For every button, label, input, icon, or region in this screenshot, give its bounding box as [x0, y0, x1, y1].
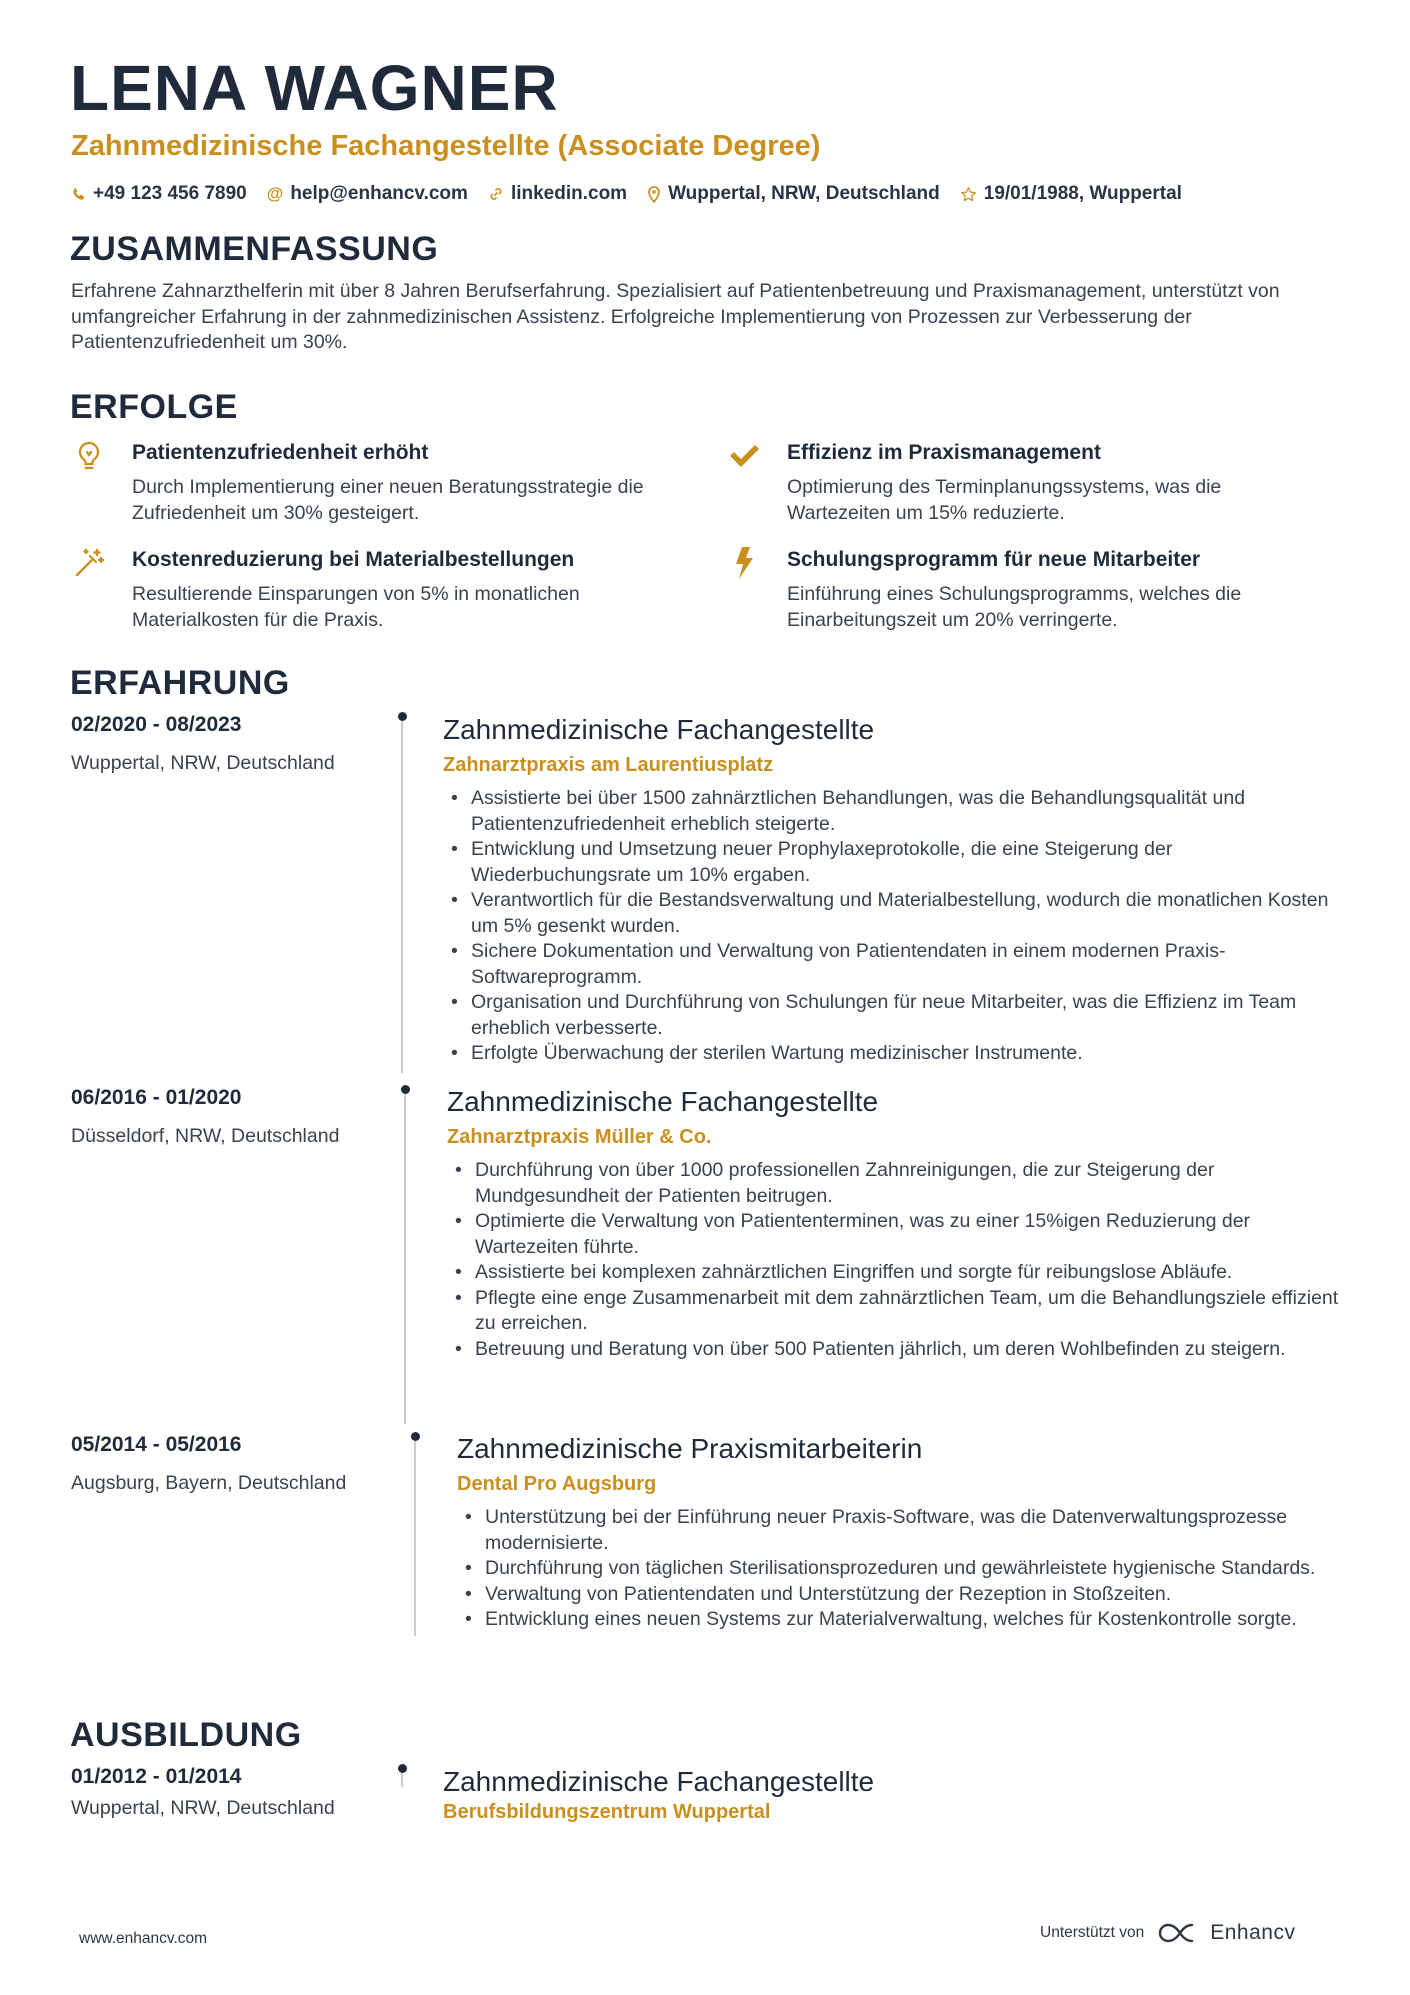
experience-date: 05/2014 - 05/2016	[71, 1433, 242, 1456]
education-location: Wuppertal, NRW, Deutschland	[71, 1797, 335, 1819]
experience-meta	[71, 711, 335, 776]
summary-text: Erfahrene Zahnarzthelferin mit über 8 Jahren Berufserfahrung. Spezialisiert auf Patientenbetreuung und Praxismanagement, unterstützt von umfangreicher Erfahrung in der zahnmedizinischen Assistenz. Erfolgreiche Implementierung von Prozessen zur Verbesserung der Patientenzufriedenheit um 30%.	[71, 280, 1280, 353]
experience-bullets	[443, 786, 1353, 1067]
experience-meta	[71, 1084, 339, 1149]
achievement-title: Schulungsprogramm für neue Mitarbeiter	[787, 548, 1201, 571]
experience-location: Augsburg, Bayern, Deutschland	[71, 1472, 347, 1494]
experience-date: 02/2020 - 08/2023	[71, 713, 242, 736]
job-title: Zahnmedizinische Fachangestellte	[447, 1086, 879, 1117]
bullet-item: • Betreuung und Beratung von über 500 Patienten jährlich, um deren Wohlbefinden zu steigern.	[447, 1337, 1357, 1363]
timeline-line	[414, 1441, 416, 1636]
lightbulb-icon	[72, 439, 106, 473]
contact-phone-text: +49 123 456 7890	[93, 183, 247, 204]
education-heading: AUSBILDUNG	[70, 1716, 302, 1754]
bullet-item: • Optimierte die Verwaltung von Patiententerminen, was zu einer 15%igen Reduzierung der Wartezeiten führte.	[447, 1209, 1357, 1260]
contact-email-text[interactable]: help@enhancv.com	[290, 183, 468, 204]
bullet-item: • Erfolgte Überwachung der sterilen Wartung medizinischer Instrumente.	[443, 1041, 1353, 1067]
candidate-name: LENA WAGNER	[70, 52, 559, 124]
education-date: 01/2012 - 01/2014	[71, 1765, 242, 1788]
lightning-icon	[727, 546, 761, 580]
contact-location	[647, 183, 940, 205]
achievement-desc: Einführung eines Schulungsprogramms, welches die Einarbeitungszeit um 20% verringerte.	[787, 583, 1242, 631]
achievement-title: Effizienz im Praxismanagement	[787, 441, 1101, 464]
experience-entry	[447, 1085, 1357, 1362]
experience-bullets	[447, 1158, 1357, 1362]
experience-meta	[71, 1431, 346, 1496]
experience-entry	[443, 713, 1353, 1067]
experience-location: Wuppertal, NRW, Deutschland	[71, 752, 335, 774]
phone-icon	[71, 187, 86, 202]
enhancv-logo-icon	[1158, 1921, 1204, 1945]
timeline-dot	[411, 1432, 420, 1441]
bullet-item: • Verwaltung von Patientendaten und Unterstützung der Rezeption in Stoßzeiten.	[457, 1582, 1357, 1608]
experience-entry	[457, 1432, 1357, 1633]
contact-location-text: Wuppertal, NRW, Deutschland	[668, 183, 940, 204]
contact-linkedin[interactable]	[488, 183, 627, 205]
bullet-item: • Pflegte eine enge Zusammenarbeit mit dem zahnärztlichen Team, um die Behandlungsziele effizient zu erreichen.	[447, 1286, 1357, 1337]
bullet-item: • Durchführung von täglichen Sterilisationsprozeduren und gewährleistete hygienische Standards.	[457, 1556, 1357, 1582]
contact-birth	[960, 183, 1182, 205]
education-entry	[443, 1765, 1343, 1825]
timeline-line	[401, 721, 403, 1073]
brand-name: Enhancv	[1210, 1921, 1296, 1944]
bullet-item: • Verantwortlich für die Bestandsverwaltung und Materialbestellung, wodurch die monatlichen Kosten um 5% gesenkt wurden.	[443, 888, 1353, 939]
location-pin-icon	[647, 186, 661, 203]
bullet-item: • Organisation und Durchführung von Schulungen für neue Mitarbeiter, was die Effizienz im Team erheblich verbesserte.	[443, 990, 1353, 1041]
timeline-dot	[401, 1085, 410, 1094]
link-icon	[488, 186, 504, 202]
company-name: Dental Pro Augsburg	[457, 1473, 657, 1495]
footer-branding	[1040, 1921, 1295, 1945]
contact-bar	[71, 183, 1202, 205]
job-title: Zahnmedizinische Praxismitarbeiterin	[457, 1433, 923, 1464]
school-name: Berufsbildungszentrum Wuppertal	[443, 1801, 771, 1823]
contact-linkedin-text[interactable]: linkedin.com	[510, 183, 628, 204]
achievement-desc: Resultierende Einsparungen von 5% in monatlichen Materialkosten für die Praxis.	[132, 583, 580, 631]
company-name: Zahnarztpraxis am Laurentiusplatz	[443, 754, 774, 776]
achievement-desc: Optimierung des Terminplanungssystems, was die Wartezeiten um 15% reduzierte.	[787, 476, 1222, 524]
achievement-title: Kostenreduzierung bei Materialbestellungen	[132, 548, 575, 571]
experience-date: 06/2016 - 01/2020	[71, 1086, 242, 1109]
achievements-heading: ERFOLGE	[70, 388, 238, 426]
footer-website[interactable]: www.enhancv.com	[79, 1930, 208, 1947]
experience-location: Düsseldorf, NRW, Deutschland	[71, 1125, 340, 1147]
contact-birth-text: 19/01/1988, Wuppertal	[983, 183, 1182, 204]
achievement-desc: Durch Implementierung einer neuen Beratungsstrategie die Zufriedenheit um 30% gesteigert.	[132, 476, 644, 524]
bullet-item: • Entwicklung und Umsetzung neuer Prophylaxeprotokolle, die eine Steigerung der Wiederbuchungsrate um 10% ergaben.	[443, 837, 1353, 888]
education-meta	[71, 1763, 335, 1821]
bullet-item: • Entwicklung eines neuen Systems zur Materialverwaltung, welches für Kostenkontrolle sorgte.	[457, 1607, 1357, 1633]
timeline-line	[401, 1773, 403, 1787]
checkmark-icon	[727, 439, 761, 473]
candidate-role: Zahnmedizinische Fachangestellte (Associate Degree)	[71, 130, 821, 162]
bullet-item: • Assistierte bei komplexen zahnärztlichen Eingriffen und sorgte für reibungslose Abläufe.	[447, 1260, 1357, 1286]
experience-heading: ERFAHRUNG	[70, 664, 290, 702]
bullet-item: • Assistierte bei über 1500 zahnärztlichen Behandlungen, was die Behandlungsqualität und Patientenzufriedenheit erheblich steigerte.	[443, 786, 1353, 837]
timeline-dot	[398, 712, 407, 721]
at-icon: @	[266, 184, 284, 203]
magic-wand-icon	[72, 546, 106, 580]
powered-by-text: Unterstützt von	[1040, 1924, 1145, 1941]
timeline-dot	[398, 1764, 407, 1773]
bullet-item: • Durchführung von über 1000 professionellen Zahnreinigungen, die zur Steigerung der Mundgesundheit der Patienten beitrugen.	[447, 1158, 1357, 1209]
summary-heading: ZUSAMMENFASSUNG	[70, 230, 439, 268]
contact-email[interactable]	[267, 183, 468, 205]
bullet-item: • Unterstützung bei der Einführung neuer Praxis-Software, was die Datenverwaltungsprozesse modernisierte.	[457, 1505, 1357, 1556]
bullet-item: • Sichere Dokumentation und Verwaltung von Patientendaten in einem modernen Praxis-Softwareprogramm.	[443, 939, 1353, 990]
experience-bullets	[457, 1505, 1357, 1633]
degree-title: Zahnmedizinische Fachangestellte	[443, 1766, 875, 1797]
star-icon	[960, 186, 977, 203]
achievement-title: Patientenzufriedenheit erhöht	[132, 441, 429, 464]
timeline-line	[404, 1094, 406, 1424]
contact-phone	[71, 183, 247, 205]
company-name: Zahnarztpraxis Müller & Co.	[447, 1126, 712, 1148]
job-title: Zahnmedizinische Fachangestellte	[443, 714, 875, 745]
